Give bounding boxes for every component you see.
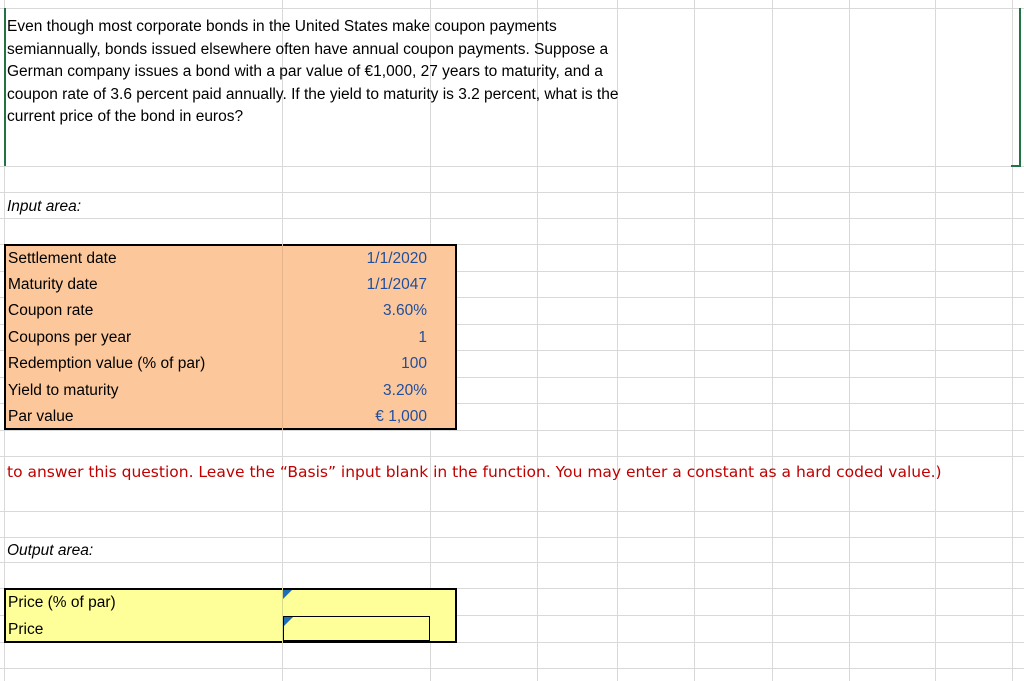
par-value-label: Par value (8, 408, 74, 425)
instruction-text[interactable]: to answer this question. Leave the “Basis” input blank in the function. You may enter a constant as a hard coded value.) (7, 463, 942, 481)
input-row-coupons-per-year[interactable] (4, 325, 457, 351)
coupons-per-year-value[interactable]: 1 (418, 329, 427, 346)
question-cell-border (4, 8, 6, 166)
comment-indicator-icon (283, 590, 292, 599)
input-row-coupon-rate[interactable] (4, 298, 457, 324)
settlement-date-label: Settlement date (8, 250, 117, 267)
input-area-heading[interactable]: Input area: (7, 198, 82, 215)
coupons-per-year-label: Coupons per year (8, 329, 132, 346)
price-answer-cell[interactable] (283, 616, 430, 641)
par-value-value[interactable]: € 1,000 (375, 408, 427, 425)
input-row-maturity-date[interactable] (4, 272, 457, 298)
input-row-par-value[interactable] (4, 404, 457, 430)
price-label: Price (8, 621, 44, 638)
input-row-redemption-value[interactable] (4, 351, 457, 377)
maturity-date-value[interactable]: 1/1/2047 (366, 276, 427, 293)
input-row-settlement-date[interactable] (4, 246, 457, 272)
coupon-rate-label: Coupon rate (8, 302, 94, 319)
yield-to-maturity-value[interactable]: 3.20% (383, 382, 427, 399)
yield-to-maturity-label: Yield to maturity (8, 382, 119, 399)
output-area-heading[interactable]: Output area: (7, 542, 94, 559)
coupon-rate-value[interactable]: 3.60% (383, 302, 427, 319)
question-text[interactable]: Even though most corporate bonds in the United States make coupon payments semiannually, bonds issued elsewhere often have annual coupon payments. Suppose a German company issues a bond with a par value of €1,000, 27 years to maturity, and a coupon rate of 3.6 percent paid annually. If the yield to maturity is 3.2 percent, what is the current price of the bond in euros? (7, 18, 619, 126)
question-cell-border-right (1019, 8, 1021, 166)
settlement-date-value[interactable]: 1/1/2020 (366, 250, 427, 267)
price-percent-of-par-answer-cell[interactable] (283, 590, 430, 615)
redemption-value-label: Redemption value (% of par) (8, 355, 206, 372)
comment-indicator-icon (284, 617, 293, 626)
question-cell-border-bottom (1011, 165, 1021, 167)
input-row-yield-to-maturity[interactable] (4, 378, 457, 404)
maturity-date-label: Maturity date (8, 276, 98, 293)
price-percent-of-par-label: Price (% of par) (8, 594, 116, 611)
redemption-value-value[interactable]: 100 (401, 355, 427, 372)
